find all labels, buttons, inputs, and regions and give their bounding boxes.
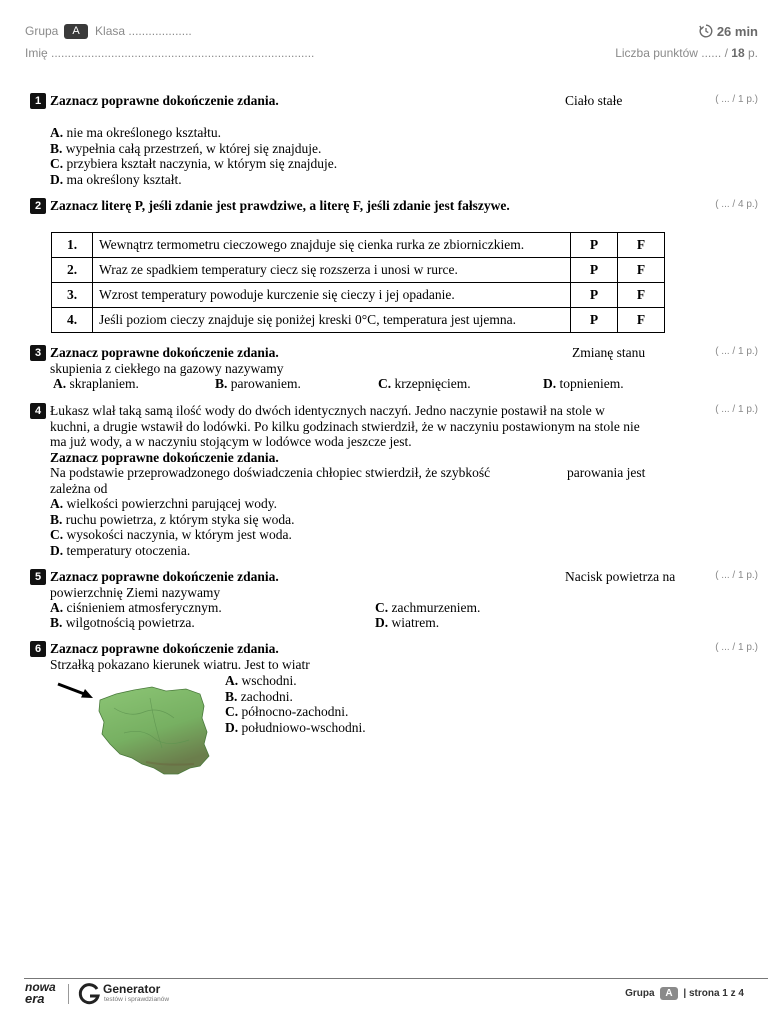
q1-title: Zaznacz poprawne dokończenie zdania.	[50, 93, 279, 108]
q6-option-c[interactable]: C. północno-zachodni.	[225, 704, 349, 719]
class-field: Klasa ...................	[95, 24, 192, 38]
q3-stem: Zmianę stanu	[572, 345, 646, 360]
q1-option-d[interactable]: D. ma określony kształt.	[50, 171, 182, 187]
table-row: 4. Jeśli poziom cieczy znajduje się poniżej kreski 0°C, temperatura jest ujemna. P F	[52, 308, 665, 333]
table-row: 1. Wewnątrz termometru cieczowego znajduje się cienka rurka ze zbiorniczkiem. P F	[52, 233, 665, 258]
q5-stem-cont: powierzchnię Ziemi nazywamy	[50, 585, 221, 600]
q4-option-c[interactable]: C. wysokości naczynia, w którym jest woda.	[50, 527, 292, 542]
q1-stem: Ciało stałe	[565, 93, 623, 108]
q5-option-a[interactable]: A. ciśnieniem atmosferycznym.	[50, 600, 222, 615]
q4-title: Zaznacz poprawne dokończenie zdania.	[50, 449, 279, 465]
question-number-1: 1	[30, 93, 46, 109]
question-number-5: 5	[30, 569, 46, 585]
group-field: Grupa A Klasa ...................	[25, 24, 192, 38]
q5-option-b[interactable]: B. wilgotnością powietrza.	[50, 615, 195, 630]
q6-option-d[interactable]: D. południowo-wschodni.	[225, 719, 366, 735]
true-false-table	[51, 232, 665, 333]
answer-p[interactable]: P	[571, 283, 618, 308]
table-row: 2. Wraz ze spadkiem temperatury ciecz się rozszerza i unosi w rurce. P F	[52, 258, 665, 283]
answer-f[interactable]: F	[618, 308, 665, 333]
q6-options	[225, 673, 366, 735]
answer-p[interactable]: P	[571, 258, 618, 283]
q5-points: ( ... / 1 p.)	[715, 570, 758, 581]
q3-option-d[interactable]: D. topnieniem.	[543, 376, 624, 391]
q1-option-c[interactable]: C. przybiera kształt naczynia, w którym się znajduje.	[50, 156, 338, 171]
logo-divider	[68, 984, 69, 1004]
question-number-4: 4	[30, 403, 46, 419]
q1-option-b[interactable]: B. wypełnia całą przestrzeń, w której się znajduje.	[50, 140, 322, 156]
time-limit: 26 min	[699, 24, 758, 39]
generator-logo-icon	[77, 982, 101, 1006]
points-summary: Liczba punktów ...... / 18 p.	[615, 46, 758, 60]
footer-group-badge: A	[660, 987, 677, 1000]
footer-divider	[24, 978, 768, 979]
question-number-2: 2	[30, 198, 46, 214]
q6-option-b[interactable]: B. zachodni.	[225, 688, 293, 704]
q4-option-d[interactable]: D. temperatury otoczenia.	[50, 542, 191, 558]
answer-f[interactable]: F	[618, 233, 665, 258]
q3-title: Zaznacz poprawne dokończenie zdania.	[50, 345, 279, 360]
table-row: 3. Wzrost temperatury powoduje kurczenie się cieczy i jej opadanie. P F	[52, 283, 665, 308]
q5-option-c[interactable]: C. zachmurzeniem.	[375, 600, 481, 615]
answer-f[interactable]: F	[618, 258, 665, 283]
name-field: Imię ...............................................................................	[25, 46, 315, 60]
q5-stem: Nacisk powietrza na	[565, 569, 676, 584]
q4-stem: Na podstawie przeprowadzonego doświadczenia chłopiec stwierdził, że szybkość parowania jest	[50, 465, 646, 480]
q2-points: ( ... / 4 p.)	[715, 199, 758, 210]
q6-title: Zaznacz poprawne dokończenie zdania.	[50, 641, 279, 656]
page-indicator: Grupa A | strona 1 z 4	[625, 988, 744, 999]
q5-title: Zaznacz poprawne dokończenie zdania.	[50, 569, 279, 584]
q3-option-b[interactable]: B. parowaniem.	[215, 376, 301, 391]
poland-map	[99, 687, 209, 774]
q3-stem-cont: skupienia z ciekłego na gazowy nazywamy	[50, 361, 284, 376]
q6-option-a[interactable]: A. wschodni.	[225, 673, 297, 688]
q3-option-a[interactable]: A. skraplaniem.	[53, 376, 139, 391]
answer-f[interactable]: F	[618, 283, 665, 308]
q4-option-b[interactable]: B. ruchu powietrza, z którym styka się woda.	[50, 511, 295, 527]
q1-options	[50, 125, 337, 187]
question-number-6: 6	[30, 641, 46, 657]
q6-points: ( ... / 1 p.)	[715, 642, 758, 653]
answer-p[interactable]: P	[571, 308, 618, 333]
q1-option-a[interactable]: A. nie ma określonego kształtu.	[50, 125, 221, 140]
q1-points: ( ... / 1 p.)	[715, 94, 758, 105]
poland-map-with-wind-arrow	[54, 678, 222, 782]
answer-p[interactable]: P	[571, 233, 618, 258]
wind-arrow-icon	[58, 684, 93, 698]
timer-icon	[699, 24, 713, 38]
q3-option-c[interactable]: C. krzepnięciem.	[378, 376, 471, 391]
q2-title: Zaznacz literę P, jeśli zdanie jest prawdziwe, a literę F, jeśli zdanie jest fałszywe.	[50, 198, 510, 213]
q4-points: ( ... / 1 p.)	[715, 404, 758, 415]
generator-sub: testów i sprawdzianów	[104, 996, 170, 1003]
points-total: 18	[731, 46, 745, 60]
q4-option-a[interactable]: A. wielkości powierzchni parującej wody.	[50, 496, 278, 511]
q4-intro: Łukasz wlał taką samą ilość wody do dwóch identycznych naczyń. Jedno naczynie postawił na stole w kuchni, a drugie wstawił do lodówki. Po kilku godzinach stwierdził, że w naczyniu postawionym na stole nie ma już wody, a w naczyniu stojącym w lodówce woda jeszcze jest. Zaznacz poprawne dokończenie zdania. Na podstawie przeprowadzonego doświadczenia chłopiec stwierdził, że szybkość parowania jest zależna od A. wielkości powierzchni parującej wody. B. ruchu powietrza, z którym styka się woda. C. wysokości naczynia, w którym jest woda. D. temperatury otoczenia.	[50, 403, 690, 558]
question-number-3: 3	[30, 345, 46, 361]
nowa-era-logo: nowa era	[25, 980, 56, 1006]
q6-stem: Strzałką pokazano kierunek wiatru. Jest to wiatr	[50, 657, 310, 672]
q3-points: ( ... / 1 p.)	[715, 346, 758, 357]
group-badge: A	[64, 24, 87, 39]
q5-option-d[interactable]: D. wiatrem.	[375, 615, 440, 630]
generator-brand: Generator	[103, 982, 161, 996]
